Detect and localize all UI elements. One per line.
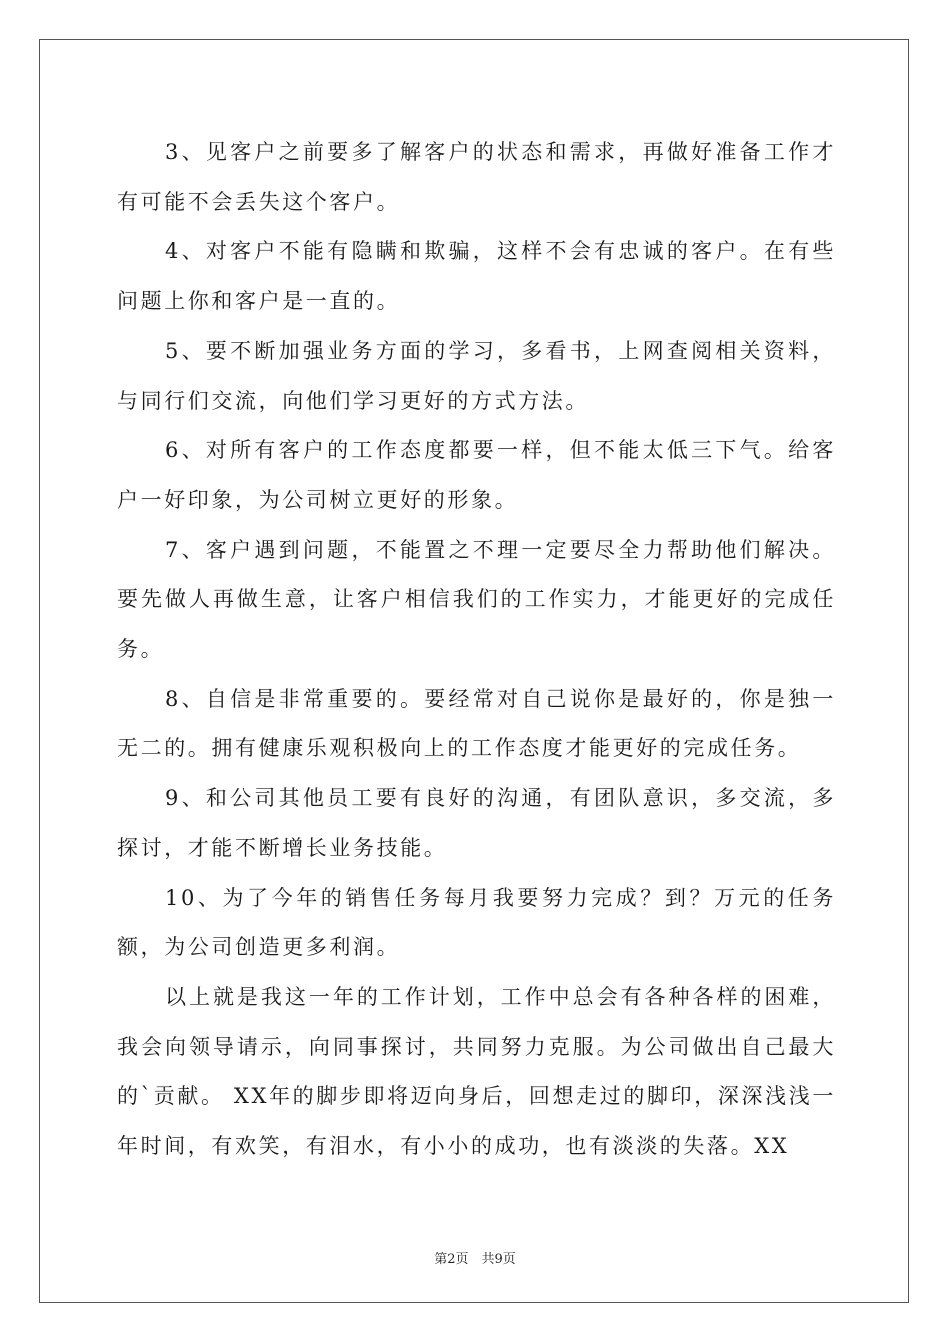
paragraph-item-10: 10、为了今年的销售任务每月我要努力完成？到？万元的任务额，为公司创造更多利润。: [117, 885, 836, 960]
paragraph-item-5: 5、要不断加强业务方面的学习，多看书，上网查阅相关资料，与同行们交流，向他们学习更好的方式方法。: [117, 338, 836, 413]
paragraph-item-4: 4、对客户不能有隐瞒和欺骗，这样不会有忠诚的客户。在有些问题上你和客户是一直的。: [117, 239, 836, 314]
paragraph-item-7: 7、客户遇到问题，不能置之不理一定要尽全力帮助他们解决。要先做人再做生意，让客户相信我们的工作实力，才能更好的完成任务。: [117, 537, 836, 662]
paragraph-item-9: 9、和公司其他员工要有良好的沟通，有团队意识，多交流，多探讨，才能不断增长业务技能。: [117, 786, 836, 860]
paragraph-item-6: 6、对所有客户的工作态度都要一样，但不能太低三下气。给客户一好印象，为公司树立更好的形象。: [117, 438, 836, 512]
paragraph-item-8: 8、自信是非常重要的。要经常对自己说你是最好的，你是独一无二的。拥有健康乐观积极向上的工作态度才能更好的完成任务。: [117, 686, 836, 761]
paragraph-item-3: 3、见客户之前要多了解客户的状态和需求，再做好准备工作才有可能不会丢失这个客户。: [117, 140, 836, 214]
paragraph-summary: 以上就是我这一年的工作计划，工作中总会有各种各样的困难，我会向领导请示，向同事探讨，共同努力克服。为公司做出自己最大的`贡献。 XX年的脚步即将迈向身后，回想走过的脚印，深深浅浅一年时间，有欢笑，有泪水，有小小的成功，也有淡淡的失落。XX: [117, 984, 836, 1159]
page-number-footer: 第2页 共9页: [434, 1252, 516, 1267]
document-body: [117, 128, 836, 1172]
